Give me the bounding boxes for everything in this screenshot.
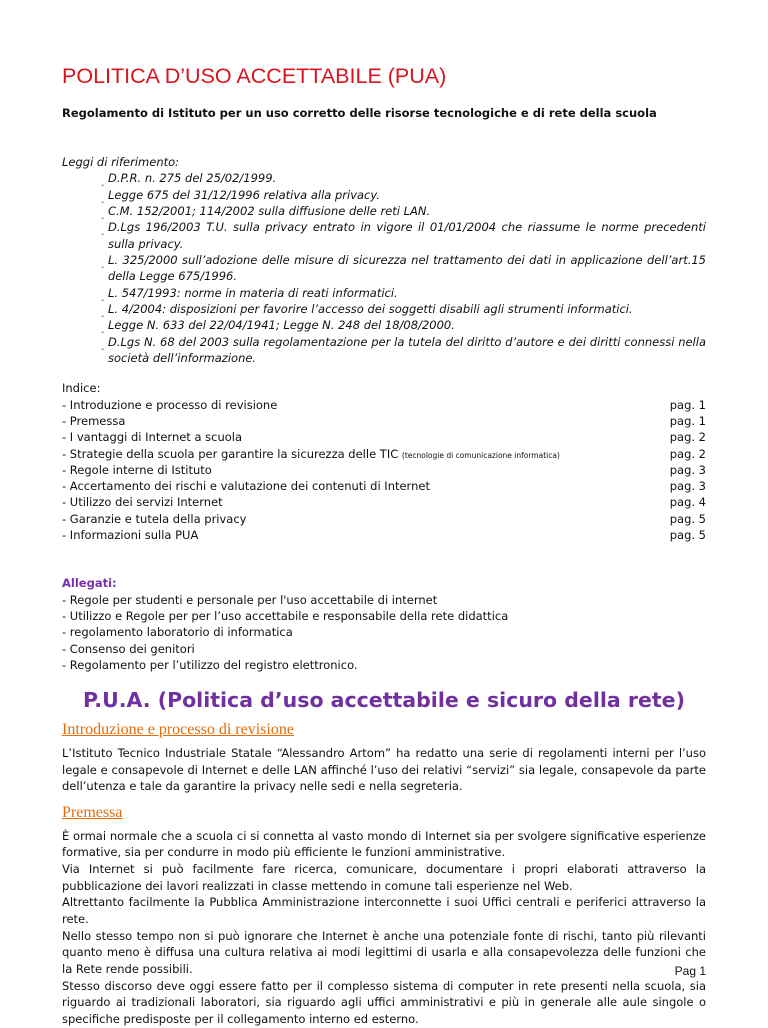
reference-item: ¸ L. 4/2004: disposizioni per favorire l’accesso dei soggetti disabili agli strumenti informatici. bbox=[62, 301, 706, 317]
tick-mark-icon: ¸ bbox=[100, 306, 105, 318]
reference-item: ¸ D.P.R. n. 275 del 25/02/1999. bbox=[62, 170, 706, 186]
toc-row: - Accertamento dei rischi e valutazione dei contenuti di Internet pag. 3 bbox=[62, 479, 706, 494]
pua-heading: P.U.A. (Politica d’uso accettabile e sicuro della rete) bbox=[83, 688, 685, 713]
reference-item: ¸ C.M. 152/2001; 114/2002 sulla diffusione delle reti LAN. bbox=[62, 203, 706, 219]
table-of-contents bbox=[62, 380, 706, 543]
reference-item: ¸ Legge N. 633 del 22/04/1941; Legge N. 248 del 18/08/2000. bbox=[62, 317, 706, 333]
attachment-item: - Regole per studenti e personale per l'uso accettabile di internet bbox=[62, 592, 438, 607]
premessa-paragraph: Nello stesso tempo non si può ignorare che Internet è anche una potenziale fonte di rischi, tanto più rilevanti quanto meno è diffusa una cultura relativa ai modi legittimi di usarla e alla consapevolezza delle funzioni che la Rete rende possibili. bbox=[62, 928, 706, 977]
document-subtitle: Regolamento di Istituto per un uso corretto delle risorse tecnologiche e di rete della scuola bbox=[62, 105, 657, 120]
toc-page-number: pag. 2 bbox=[669, 446, 706, 461]
index-heading: Indice: bbox=[62, 381, 101, 396]
reference-item: ¸ L. 547/1993: norme in materia di reati informatici. bbox=[62, 285, 706, 301]
attachments-heading: Allegati: bbox=[62, 576, 117, 591]
premessa-paragraph: Stesso discorso deve oggi essere fatto per il complesso sistema di computer in rete presenti nella scuola, sia riguardo ai tradizionali laboratori, sia riguardo agli uffici amministrativi e più in generale alle aule singole o specifiche predisposte per il collegamento interno ed esterno. bbox=[62, 978, 706, 1027]
toc-page-number: pag. 1 bbox=[669, 397, 706, 412]
toc-page-number: pag. 5 bbox=[669, 511, 706, 526]
tick-mark-icon: ¸ bbox=[100, 339, 105, 351]
premessa-section bbox=[62, 803, 706, 1028]
toc-page-number: pag. 2 bbox=[669, 430, 706, 445]
toc-row: - Introduzione e processo di revisione pag. 1 bbox=[62, 397, 706, 412]
attachment-item: - Utilizzo e Regole per per l’uso accettabile e responsabile della rete didattica bbox=[62, 609, 509, 624]
premessa-heading: Premessa bbox=[62, 803, 123, 821]
attachment-item: - Consenso dei genitori bbox=[62, 641, 195, 656]
document-title: POLITICA D’USO ACCETTABILE (PUA) bbox=[62, 64, 447, 88]
attachment-item: - regolamento laboratorio di informatica bbox=[62, 625, 293, 640]
tick-mark-icon: ¸ bbox=[100, 192, 105, 204]
intro-heading: Introduzione e processo di revisione bbox=[62, 721, 294, 739]
toc-page-number: pag. 3 bbox=[669, 462, 706, 477]
reference-item: ¸ D.Lgs N. 68 del 2003 sulla regolamentazione per la tutela del diritto d’autore e dei diritti connessi nella società dell’informazione. bbox=[100, 334, 706, 365]
toc-page-number: pag. 3 bbox=[669, 479, 706, 494]
tick-mark-icon: ¸ bbox=[100, 323, 105, 335]
reference-item: ¸ Legge 675 del 31/12/1996 relativa alla privacy. bbox=[62, 187, 706, 203]
premessa-paragraph: Altrettanto facilmente la Pubblica Amministrazione interconnette i suoi Uffici centrali e periferici attraverso la rete. bbox=[62, 895, 706, 927]
toc-row: - Informazioni sulla PUA pag. 5 bbox=[62, 528, 706, 543]
toc-row: - Strategie della scuola per garantire la sicurezza delle TIC (tecnologie di comunicazione informatica) pag. 2 bbox=[62, 446, 706, 461]
attachment-item: - Regolamento per l’utilizzo del registro elettronico. bbox=[62, 658, 358, 673]
references-section bbox=[62, 155, 706, 366]
tick-mark-icon: ¸ bbox=[100, 208, 105, 220]
toc-page-number: pag. 5 bbox=[669, 528, 706, 543]
toc-row: - Regole interne di Istituto pag. 3 bbox=[62, 462, 706, 477]
tick-mark-icon: ¸ bbox=[100, 176, 105, 188]
toc-page-number: pag. 4 bbox=[669, 495, 706, 510]
page-number: Pag 1 bbox=[674, 964, 706, 978]
toc-row: - Utilizzo dei servizi Internet pag. 4 bbox=[62, 495, 706, 510]
references-list bbox=[62, 170, 706, 366]
toc-row: - Garanzie e tutela della privacy pag. 5 bbox=[62, 511, 706, 526]
tick-mark-icon: ¸ bbox=[100, 225, 105, 237]
intro-paragraph: L’Istituto Tecnico Industriale Statale “Alessandro Artom” ha redatto una serie di regolamenti interni per l’uso legale e consapevole di Internet e delle LAN affinché l’uso dei relativi “servizi” sia legale, consapevole da parte dell’utenza e tale da garantire la privacy nelle sedi e nella segreteria. bbox=[62, 745, 706, 794]
references-heading: Leggi di riferimento: bbox=[62, 154, 180, 169]
premessa-paragraph: È ormai normale che a scuola ci si connetta al vasto mondo di Internet sia per svolgere significative esperienze formative, sia per condurre in modo più efficiente le funzioni amministrative. bbox=[62, 828, 706, 860]
toc-row: - Premessa pag. 1 bbox=[62, 413, 706, 428]
reference-item: ¸ L. 325/2000 sull’adozione delle misure di sicurezza nel trattamento dei dati in applicazione dell’art.15 della Legge 675/1996. bbox=[100, 252, 706, 284]
tick-mark-icon: ¸ bbox=[100, 257, 105, 269]
reference-item: ¸ D.Lgs 196/2003 T.U. sulla privacy entrato in vigore il 01/01/2004 che riassume le norme precedenti sulla privacy. bbox=[100, 220, 706, 251]
toc-page-number: pag. 1 bbox=[669, 413, 706, 428]
attachments-section bbox=[62, 575, 706, 673]
tick-mark-icon: ¸ bbox=[100, 290, 105, 302]
premessa-paragraph: Via Internet si può facilmente fare ricerca, comunicare, documentare i propri elaborati attraverso la pubblicazione dei lavori realizzati in classe mettendo in comune tali esperienze nel Web. bbox=[62, 862, 706, 893]
intro-section bbox=[62, 720, 706, 795]
toc-row: - I vantaggi di Internet a scuola pag. 2 bbox=[62, 430, 706, 445]
